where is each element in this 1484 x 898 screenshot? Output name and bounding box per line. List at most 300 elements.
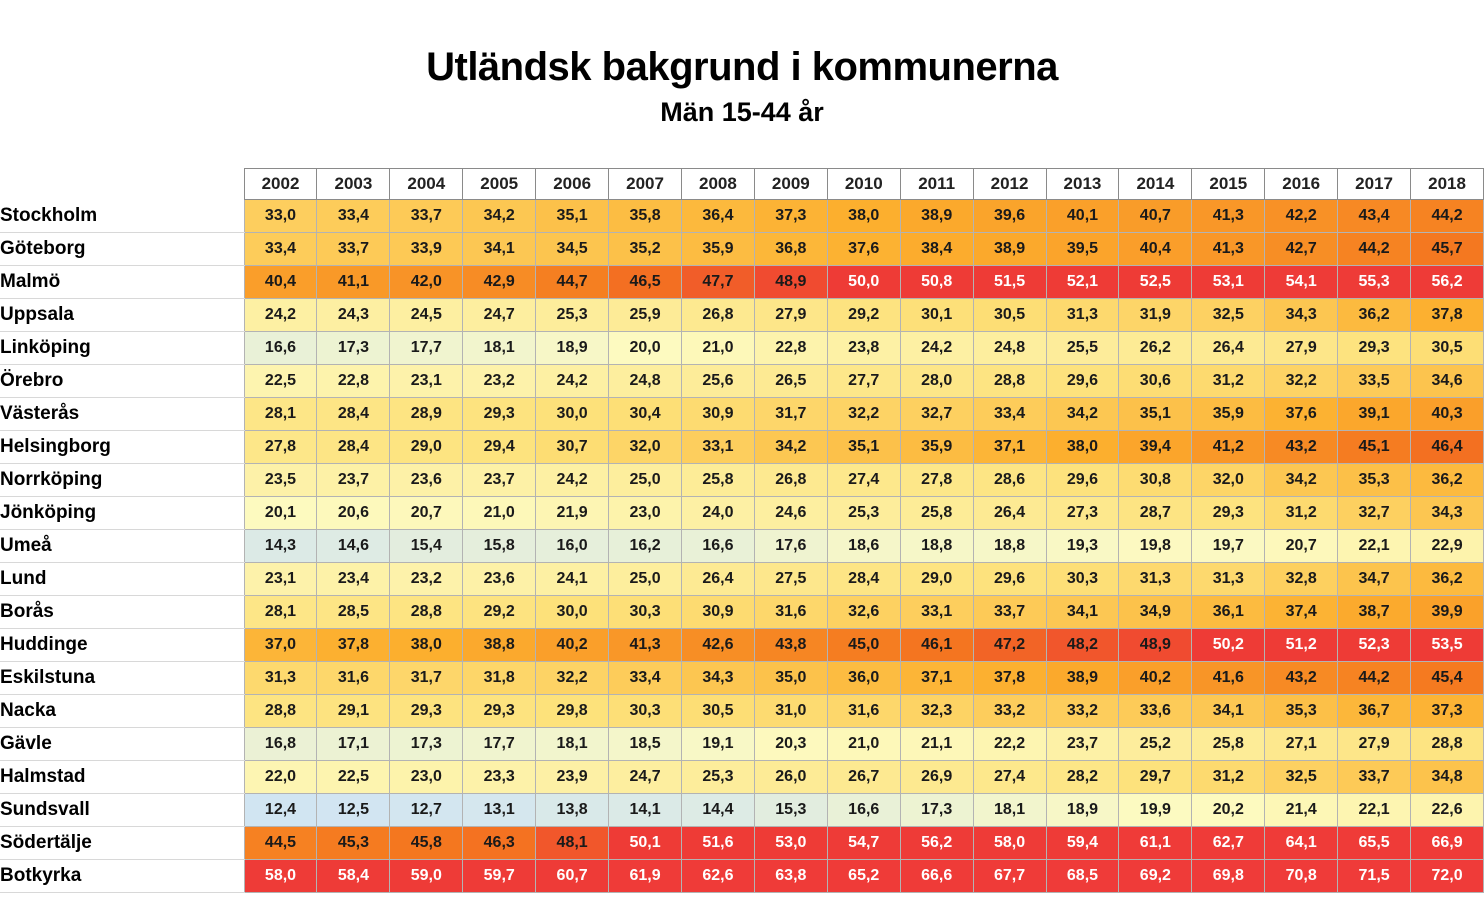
heatmap-cell: 43,2 bbox=[1265, 431, 1338, 464]
heatmap-cell: 72,0 bbox=[1411, 860, 1484, 893]
heatmap-cell: 23,7 bbox=[1046, 728, 1119, 761]
heatmap-cell: 21,0 bbox=[681, 332, 754, 365]
heatmap-cell: 43,2 bbox=[1265, 662, 1338, 695]
heatmap-cell: 30,0 bbox=[536, 596, 609, 629]
heatmap-cell: 34,9 bbox=[1119, 596, 1192, 629]
heatmap-cell: 43,4 bbox=[1338, 200, 1411, 233]
heatmap-cell: 32,2 bbox=[827, 398, 900, 431]
heatmap-cell: 38,9 bbox=[1046, 662, 1119, 695]
heatmap-cell: 27,9 bbox=[754, 299, 827, 332]
heatmap-cell: 29,3 bbox=[1338, 332, 1411, 365]
heatmap-cell: 32,3 bbox=[900, 695, 973, 728]
heatmap-cell: 37,1 bbox=[973, 431, 1046, 464]
heatmap-cell: 20,7 bbox=[1265, 530, 1338, 563]
heatmap-cell: 35,1 bbox=[827, 431, 900, 464]
heatmap-cell: 42,9 bbox=[463, 266, 536, 299]
heatmap-cell: 32,5 bbox=[1265, 761, 1338, 794]
heatmap-cell: 22,8 bbox=[754, 332, 827, 365]
row-label-municipality: Uppsala bbox=[0, 299, 244, 332]
row-label-municipality: Huddinge bbox=[0, 629, 244, 662]
heatmap-cell: 36,2 bbox=[1338, 299, 1411, 332]
heatmap-cell: 51,6 bbox=[681, 827, 754, 860]
row-label-municipality: Örebro bbox=[0, 365, 244, 398]
heatmap-cell: 31,9 bbox=[1119, 299, 1192, 332]
heatmap-cell: 33,1 bbox=[681, 431, 754, 464]
heatmap-cell: 35,0 bbox=[754, 662, 827, 695]
heatmap-cell: 37,3 bbox=[754, 200, 827, 233]
heatmap-cell: 23,8 bbox=[827, 332, 900, 365]
table-body bbox=[0, 200, 1484, 893]
heatmap-cell: 17,7 bbox=[390, 332, 463, 365]
heatmap-cell: 31,6 bbox=[827, 695, 900, 728]
heatmap-cell: 55,3 bbox=[1338, 266, 1411, 299]
heatmap-cell: 43,8 bbox=[754, 629, 827, 662]
heatmap-cell: 25,8 bbox=[1192, 728, 1265, 761]
heatmap-cell: 41,6 bbox=[1192, 662, 1265, 695]
row-label-municipality: Södertälje bbox=[0, 827, 244, 860]
heatmap-cell: 46,3 bbox=[463, 827, 536, 860]
heatmap-cell: 28,4 bbox=[827, 563, 900, 596]
row-label-municipality: Halmstad bbox=[0, 761, 244, 794]
heatmap-cell: 36,2 bbox=[1411, 464, 1484, 497]
heatmap-cell: 36,8 bbox=[754, 233, 827, 266]
heatmap-cell: 19,9 bbox=[1119, 794, 1192, 827]
heatmap-cell: 23,1 bbox=[390, 365, 463, 398]
heatmap-cell: 28,8 bbox=[973, 365, 1046, 398]
heatmap-cell: 23,9 bbox=[536, 761, 609, 794]
heatmap-cell: 28,2 bbox=[1046, 761, 1119, 794]
heatmap-cell: 30,8 bbox=[1119, 464, 1192, 497]
table-row bbox=[0, 431, 1484, 464]
heatmap-cell: 27,8 bbox=[900, 464, 973, 497]
heatmap-cell: 38,0 bbox=[827, 200, 900, 233]
heatmap-cell: 24,8 bbox=[609, 365, 682, 398]
heatmap-cell: 33,2 bbox=[973, 695, 1046, 728]
table-row bbox=[0, 299, 1484, 332]
heatmap-cell: 30,9 bbox=[681, 398, 754, 431]
heatmap-cell: 68,5 bbox=[1046, 860, 1119, 893]
heatmap-cell: 32,7 bbox=[1338, 497, 1411, 530]
heatmap-cell: 58,0 bbox=[244, 860, 317, 893]
heatmap-cell: 51,5 bbox=[973, 266, 1046, 299]
heatmap-cell: 62,6 bbox=[681, 860, 754, 893]
table-row bbox=[0, 794, 1484, 827]
heatmap-cell: 16,6 bbox=[244, 332, 317, 365]
table-row bbox=[0, 530, 1484, 563]
heatmap-cell: 37,6 bbox=[827, 233, 900, 266]
heatmap-cell: 33,4 bbox=[609, 662, 682, 695]
heatmap-cell: 35,1 bbox=[1119, 398, 1192, 431]
heatmap-cell: 62,7 bbox=[1192, 827, 1265, 860]
heatmap-cell: 40,2 bbox=[536, 629, 609, 662]
heatmap-cell: 20,3 bbox=[754, 728, 827, 761]
heatmap-cell: 66,9 bbox=[1411, 827, 1484, 860]
heatmap-cell: 31,3 bbox=[1192, 563, 1265, 596]
heatmap-cell: 34,1 bbox=[1192, 695, 1265, 728]
heatmap-cell: 31,2 bbox=[1192, 365, 1265, 398]
heatmap-cell: 34,1 bbox=[463, 233, 536, 266]
heatmap-cell: 17,1 bbox=[317, 728, 390, 761]
heatmap-cell: 37,4 bbox=[1265, 596, 1338, 629]
heatmap-cell: 34,7 bbox=[1338, 563, 1411, 596]
heatmap-cell: 28,5 bbox=[317, 596, 390, 629]
heatmap-cell: 29,6 bbox=[1046, 365, 1119, 398]
heatmap-cell: 34,2 bbox=[1265, 464, 1338, 497]
heatmap-cell: 19,3 bbox=[1046, 530, 1119, 563]
heatmap-cell: 17,6 bbox=[754, 530, 827, 563]
heatmap-cell: 39,9 bbox=[1411, 596, 1484, 629]
heatmap-cell: 60,7 bbox=[536, 860, 609, 893]
heatmap-cell: 29,0 bbox=[900, 563, 973, 596]
heatmap-cell: 64,1 bbox=[1265, 827, 1338, 860]
heatmap-cell: 50,0 bbox=[827, 266, 900, 299]
corner-cell bbox=[0, 169, 244, 200]
heatmap-cell: 37,8 bbox=[317, 629, 390, 662]
heatmap-cell: 12,7 bbox=[390, 794, 463, 827]
heatmap-cell: 35,2 bbox=[609, 233, 682, 266]
column-header-year: 2003 bbox=[317, 169, 390, 200]
heatmap-cell: 29,0 bbox=[390, 431, 463, 464]
heatmap-cell: 45,8 bbox=[390, 827, 463, 860]
heatmap-cell: 27,9 bbox=[1265, 332, 1338, 365]
heatmap-cell: 33,5 bbox=[1338, 365, 1411, 398]
heatmap-cell: 47,2 bbox=[973, 629, 1046, 662]
column-header-year: 2008 bbox=[681, 169, 754, 200]
heatmap-cell: 25,6 bbox=[681, 365, 754, 398]
heatmap-cell: 39,5 bbox=[1046, 233, 1119, 266]
heatmap-cell: 25,2 bbox=[1119, 728, 1192, 761]
heatmap-cell: 31,3 bbox=[244, 662, 317, 695]
heatmap-cell: 21,9 bbox=[536, 497, 609, 530]
heatmap-cell: 31,8 bbox=[463, 662, 536, 695]
heatmap-cell: 25,3 bbox=[681, 761, 754, 794]
heatmap-cell: 40,2 bbox=[1119, 662, 1192, 695]
heatmap-cell: 17,3 bbox=[317, 332, 390, 365]
heatmap-cell: 14,1 bbox=[609, 794, 682, 827]
heatmap-cell: 30,5 bbox=[973, 299, 1046, 332]
heatmap-cell: 29,8 bbox=[536, 695, 609, 728]
heatmap-cell: 21,0 bbox=[463, 497, 536, 530]
table-row bbox=[0, 233, 1484, 266]
heatmap-cell: 26,8 bbox=[754, 464, 827, 497]
row-label-municipality: Västerås bbox=[0, 398, 244, 431]
heatmap-cell: 54,7 bbox=[827, 827, 900, 860]
heatmap-cell: 20,7 bbox=[390, 497, 463, 530]
heatmap-cell: 48,2 bbox=[1046, 629, 1119, 662]
heatmap-cell: 28,6 bbox=[973, 464, 1046, 497]
heatmap-cell: 37,6 bbox=[1265, 398, 1338, 431]
table-row bbox=[0, 761, 1484, 794]
heatmap-cell: 26,4 bbox=[973, 497, 1046, 530]
heatmap-cell: 32,5 bbox=[1192, 299, 1265, 332]
heatmap-cell: 35,1 bbox=[536, 200, 609, 233]
heatmap-cell: 46,1 bbox=[900, 629, 973, 662]
heatmap-cell: 23,5 bbox=[244, 464, 317, 497]
heatmap-cell: 28,8 bbox=[1411, 728, 1484, 761]
heatmap-cell: 18,9 bbox=[536, 332, 609, 365]
table-row bbox=[0, 398, 1484, 431]
heatmap-cell: 41,1 bbox=[317, 266, 390, 299]
heatmap-cell: 39,4 bbox=[1119, 431, 1192, 464]
heatmap-cell: 45,7 bbox=[1411, 233, 1484, 266]
heatmap-cell: 40,1 bbox=[1046, 200, 1119, 233]
column-header-year: 2014 bbox=[1119, 169, 1192, 200]
heatmap-cell: 45,0 bbox=[827, 629, 900, 662]
page-subtitle: Män 15-44 år bbox=[660, 97, 824, 127]
heatmap-cell: 28,7 bbox=[1119, 497, 1192, 530]
heatmap-cell: 35,3 bbox=[1338, 464, 1411, 497]
heatmap-cell: 25,9 bbox=[609, 299, 682, 332]
heatmap-cell: 44,5 bbox=[244, 827, 317, 860]
heatmap-cell: 12,4 bbox=[244, 794, 317, 827]
heatmap-cell: 33,1 bbox=[900, 596, 973, 629]
heatmap-cell: 29,1 bbox=[317, 695, 390, 728]
heatmap-cell: 27,9 bbox=[1338, 728, 1411, 761]
heatmap-cell: 65,5 bbox=[1338, 827, 1411, 860]
column-header-year: 2004 bbox=[390, 169, 463, 200]
heatmap-cell: 40,4 bbox=[1119, 233, 1192, 266]
heatmap-cell: 52,3 bbox=[1338, 629, 1411, 662]
heatmap-cell: 28,0 bbox=[900, 365, 973, 398]
heatmap-cell: 24,2 bbox=[244, 299, 317, 332]
heatmap-cell: 38,0 bbox=[390, 629, 463, 662]
heatmap-cell: 30,3 bbox=[609, 695, 682, 728]
heatmap-cell: 26,7 bbox=[827, 761, 900, 794]
column-header-year: 2005 bbox=[463, 169, 536, 200]
row-label-municipality: Lund bbox=[0, 563, 244, 596]
heatmap-cell: 16,6 bbox=[681, 530, 754, 563]
heatmap-cell: 28,4 bbox=[317, 431, 390, 464]
heatmap-cell: 39,1 bbox=[1338, 398, 1411, 431]
heatmap-cell: 30,0 bbox=[536, 398, 609, 431]
heatmap-cell: 23,0 bbox=[609, 497, 682, 530]
heatmap-cell: 42,0 bbox=[390, 266, 463, 299]
heatmap-cell: 30,7 bbox=[536, 431, 609, 464]
heatmap-cell: 36,2 bbox=[1411, 563, 1484, 596]
heatmap-cell: 23,4 bbox=[317, 563, 390, 596]
row-label-municipality: Umeå bbox=[0, 530, 244, 563]
heatmap-cell: 24,7 bbox=[463, 299, 536, 332]
heatmap-cell: 38,4 bbox=[900, 233, 973, 266]
heatmap-cell: 28,8 bbox=[390, 596, 463, 629]
heatmap-cell: 31,3 bbox=[1046, 299, 1119, 332]
heatmap-cell: 42,2 bbox=[1265, 200, 1338, 233]
heatmap-cell: 31,3 bbox=[1119, 563, 1192, 596]
heatmap-cell: 45,3 bbox=[317, 827, 390, 860]
heatmap-cell: 59,0 bbox=[390, 860, 463, 893]
heatmap-cell: 34,3 bbox=[1265, 299, 1338, 332]
heatmap-cell: 38,9 bbox=[900, 200, 973, 233]
heatmap-cell: 44,2 bbox=[1338, 233, 1411, 266]
heatmap-cell: 35,9 bbox=[1192, 398, 1265, 431]
heatmap-cell: 16,0 bbox=[536, 530, 609, 563]
heatmap-cell: 34,8 bbox=[1411, 761, 1484, 794]
heatmap-cell: 23,0 bbox=[390, 761, 463, 794]
column-header-year: 2013 bbox=[1046, 169, 1119, 200]
heatmap-cell: 14,3 bbox=[244, 530, 317, 563]
heatmap-cell: 17,3 bbox=[900, 794, 973, 827]
heatmap-cell: 19,8 bbox=[1119, 530, 1192, 563]
heatmap-cell: 33,4 bbox=[973, 398, 1046, 431]
heatmap-cell: 24,0 bbox=[681, 497, 754, 530]
heatmap-cell: 27,1 bbox=[1265, 728, 1338, 761]
heatmap-cell: 69,8 bbox=[1192, 860, 1265, 893]
heatmap-cell: 34,2 bbox=[754, 431, 827, 464]
heatmap-cell: 29,3 bbox=[390, 695, 463, 728]
heatmap-cell: 27,4 bbox=[827, 464, 900, 497]
heatmap-cell: 42,7 bbox=[1265, 233, 1338, 266]
heatmap-cell: 27,4 bbox=[973, 761, 1046, 794]
heatmap-cell: 38,0 bbox=[1046, 431, 1119, 464]
heatmap-cell: 48,1 bbox=[536, 827, 609, 860]
heatmap-cell: 40,4 bbox=[244, 266, 317, 299]
heatmap-cell: 44,2 bbox=[1411, 200, 1484, 233]
heatmap-cell: 28,4 bbox=[317, 398, 390, 431]
heatmap-cell: 25,3 bbox=[827, 497, 900, 530]
heatmap-cell: 27,3 bbox=[1046, 497, 1119, 530]
heatmap-cell: 20,0 bbox=[609, 332, 682, 365]
heatmap-cell: 27,8 bbox=[244, 431, 317, 464]
heatmap-cell: 22,2 bbox=[973, 728, 1046, 761]
heatmap-cell: 32,6 bbox=[827, 596, 900, 629]
heatmap-cell: 33,4 bbox=[244, 233, 317, 266]
column-header-year: 2016 bbox=[1265, 169, 1338, 200]
row-label-municipality: Helsingborg bbox=[0, 431, 244, 464]
table-row bbox=[0, 497, 1484, 530]
heatmap-cell: 31,2 bbox=[1192, 761, 1265, 794]
heatmap-cell: 33,6 bbox=[1119, 695, 1192, 728]
heatmap-cell: 29,4 bbox=[463, 431, 536, 464]
column-header-year: 2002 bbox=[244, 169, 317, 200]
heatmap-cell: 41,3 bbox=[1192, 200, 1265, 233]
heatmap-cell: 32,7 bbox=[900, 398, 973, 431]
heatmap-cell: 45,1 bbox=[1338, 431, 1411, 464]
heatmap-cell: 29,2 bbox=[463, 596, 536, 629]
row-label-municipality: Göteborg bbox=[0, 233, 244, 266]
heatmap-cell: 16,6 bbox=[827, 794, 900, 827]
heatmap-cell: 25,8 bbox=[681, 464, 754, 497]
heatmap-cell: 22,0 bbox=[244, 761, 317, 794]
row-label-municipality: Gävle bbox=[0, 728, 244, 761]
heatmap-cell: 53,0 bbox=[754, 827, 827, 860]
heatmap-cell: 24,8 bbox=[973, 332, 1046, 365]
heatmap-cell: 26,0 bbox=[754, 761, 827, 794]
heatmap-cell: 44,7 bbox=[536, 266, 609, 299]
heatmap-cell: 23,7 bbox=[463, 464, 536, 497]
heatmap-cell: 25,3 bbox=[536, 299, 609, 332]
heatmap-cell: 16,8 bbox=[244, 728, 317, 761]
heatmap-cell: 31,7 bbox=[754, 398, 827, 431]
heatmap-cell: 24,2 bbox=[536, 365, 609, 398]
heatmap-cell: 33,2 bbox=[1046, 695, 1119, 728]
heatmap-cell: 22,8 bbox=[317, 365, 390, 398]
heatmap-cell: 29,6 bbox=[973, 563, 1046, 596]
heatmap-cell: 34,5 bbox=[536, 233, 609, 266]
heatmap-cell: 23,6 bbox=[463, 563, 536, 596]
heatmap-cell: 28,1 bbox=[244, 398, 317, 431]
column-header-year: 2010 bbox=[827, 169, 900, 200]
heatmap-cell: 35,9 bbox=[900, 431, 973, 464]
table-row bbox=[0, 596, 1484, 629]
heatmap-cell: 28,9 bbox=[390, 398, 463, 431]
heatmap-cell: 24,1 bbox=[536, 563, 609, 596]
heatmap-cell: 17,7 bbox=[463, 728, 536, 761]
table-head bbox=[0, 169, 1484, 200]
heatmap-cell: 70,8 bbox=[1265, 860, 1338, 893]
table-row bbox=[0, 860, 1484, 893]
column-header-year: 2015 bbox=[1192, 169, 1265, 200]
column-header-year: 2012 bbox=[973, 169, 1046, 200]
heatmap-cell: 26,4 bbox=[1192, 332, 1265, 365]
heatmap-cell: 22,1 bbox=[1338, 794, 1411, 827]
heatmap-cell: 37,0 bbox=[244, 629, 317, 662]
heatmap-cell: 14,6 bbox=[317, 530, 390, 563]
heatmap-cell: 40,3 bbox=[1411, 398, 1484, 431]
heatmap-cell: 20,1 bbox=[244, 497, 317, 530]
heatmap-cell: 53,5 bbox=[1411, 629, 1484, 662]
heatmap-cell: 34,3 bbox=[681, 662, 754, 695]
heatmap-cell: 52,1 bbox=[1046, 266, 1119, 299]
heatmap-cell: 30,3 bbox=[609, 596, 682, 629]
heatmap-cell: 34,1 bbox=[1046, 596, 1119, 629]
heatmap-cell: 44,2 bbox=[1338, 662, 1411, 695]
table-row bbox=[0, 728, 1484, 761]
heatmap-cell: 39,6 bbox=[973, 200, 1046, 233]
heatmap-cell: 22,1 bbox=[1338, 530, 1411, 563]
heatmap-cell: 26,2 bbox=[1119, 332, 1192, 365]
heatmap-cell: 15,8 bbox=[463, 530, 536, 563]
heatmap-cell: 17,3 bbox=[390, 728, 463, 761]
table-row bbox=[0, 629, 1484, 662]
heatmap-cell: 20,6 bbox=[317, 497, 390, 530]
heatmap-cell: 31,6 bbox=[317, 662, 390, 695]
heatmap-cell: 35,3 bbox=[1265, 695, 1338, 728]
heatmap-cell: 38,8 bbox=[463, 629, 536, 662]
heatmap-cell: 46,5 bbox=[609, 266, 682, 299]
column-header-year: 2009 bbox=[754, 169, 827, 200]
heatmap-cell: 34,2 bbox=[1046, 398, 1119, 431]
heatmap-cell: 36,0 bbox=[827, 662, 900, 695]
heatmap-cell: 34,2 bbox=[463, 200, 536, 233]
heatmap-cell: 41,3 bbox=[609, 629, 682, 662]
row-label-municipality: Nacka bbox=[0, 695, 244, 728]
heatmap-cell: 59,7 bbox=[463, 860, 536, 893]
heatmap-cell: 22,5 bbox=[244, 365, 317, 398]
heatmap-cell: 18,6 bbox=[827, 530, 900, 563]
heatmap-cell: 38,9 bbox=[973, 233, 1046, 266]
heatmap-cell: 71,5 bbox=[1338, 860, 1411, 893]
heatmap-cell: 31,6 bbox=[754, 596, 827, 629]
heatmap-cell: 28,1 bbox=[244, 596, 317, 629]
heatmap-cell: 69,2 bbox=[1119, 860, 1192, 893]
heatmap-cell: 61,1 bbox=[1119, 827, 1192, 860]
heatmap-cell: 50,2 bbox=[1192, 629, 1265, 662]
heatmap-cell: 37,8 bbox=[973, 662, 1046, 695]
table-row bbox=[0, 563, 1484, 596]
table-row bbox=[0, 827, 1484, 860]
heatmap-cell: 33,7 bbox=[390, 200, 463, 233]
heatmap-cell: 25,0 bbox=[609, 464, 682, 497]
table-row bbox=[0, 662, 1484, 695]
row-label-municipality: Borås bbox=[0, 596, 244, 629]
heatmap-cell: 37,3 bbox=[1411, 695, 1484, 728]
table-row bbox=[0, 332, 1484, 365]
heatmap-cell: 50,8 bbox=[900, 266, 973, 299]
heatmap-cell: 33,7 bbox=[317, 233, 390, 266]
heatmap-cell: 33,7 bbox=[973, 596, 1046, 629]
heatmap-cell: 30,5 bbox=[681, 695, 754, 728]
heatmap-cell: 21,0 bbox=[827, 728, 900, 761]
